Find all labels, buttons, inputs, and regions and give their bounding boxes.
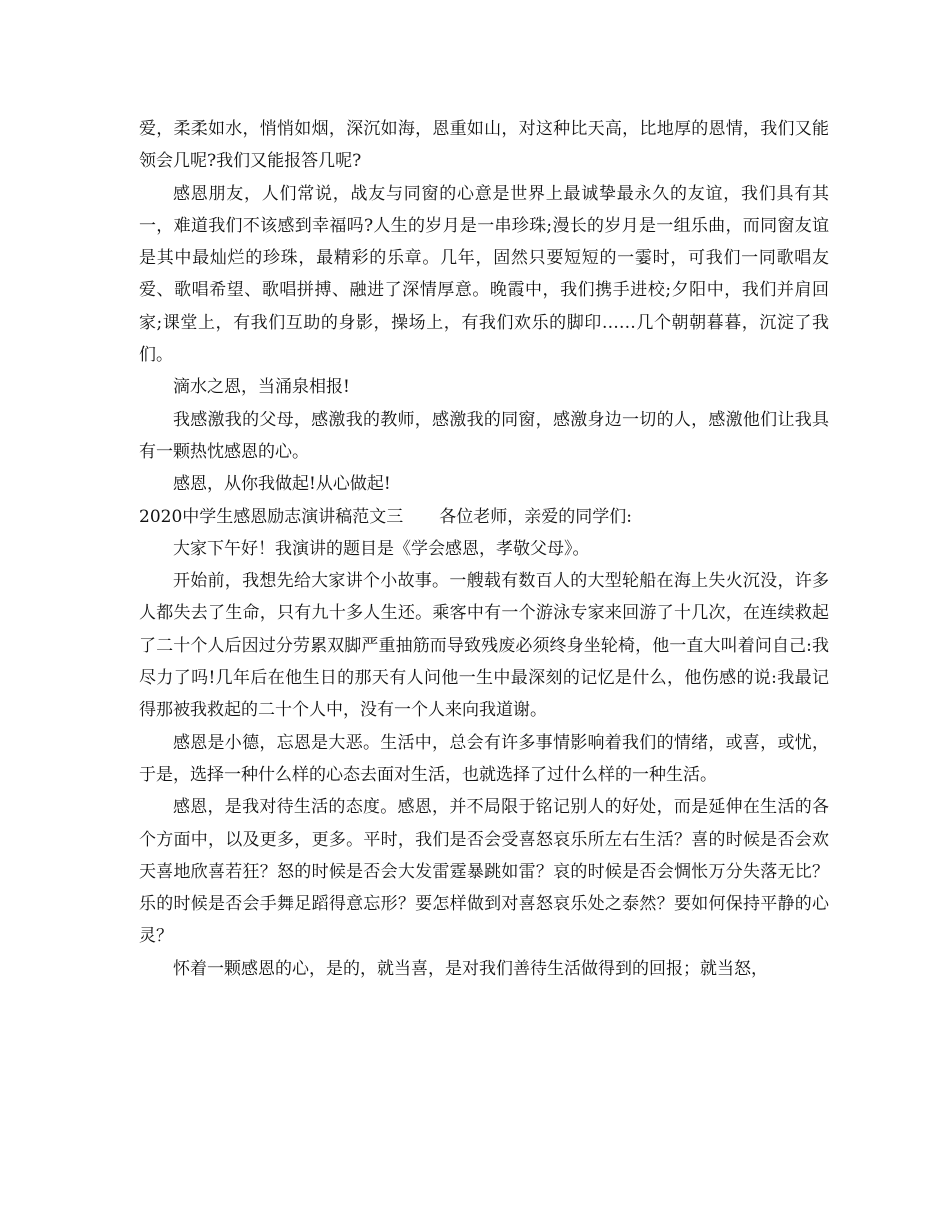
speech-title: 2020中学生感恩励志演讲稿范文三	[139, 506, 404, 527]
paragraph-good-afternoon: 大家下午好！我演讲的题目是《学会感恩，孝敬父母》。	[173, 538, 590, 559]
speech-heading	[139, 501, 829, 533]
speech-greeting: 各位老师，亲爱的同学们:	[439, 506, 632, 527]
paragraph-ship-story: 开始前，我想先给大家讲个小故事。一艘载有数百人的大型轮船在海上失火沉没，许多人都失去了生命，只有九十多人生还。乘客中有一个游泳专家来回游了十几次，在连续救起了二十个人后因过分劳累双脚严重抽筋而导致残废必须终身坐轮椅，他一直大叫着问自己:我尽力了吗!几年后在他生日的那天有人问他一生中最深刻的记忆是什么，他伤感的说:我最记得那被我救起的二十个人中，没有一个人来向我道谢。	[139, 571, 829, 721]
paragraph-love-like-water: 爱，柔柔如水，悄悄如烟，深沉如海，恩重如山，对这种比天高，比地厚的恩情，我们又能领会几呢?我们又能报答几呢?	[139, 119, 829, 172]
paragraph-start-from-heart: 感恩，从你我做起!从心做起!	[173, 474, 391, 495]
document-body	[139, 113, 829, 985]
paragraph-attitude-to-life: 感恩，是我对待生活的态度。感恩，并不局限于铭记别人的好处，而是延伸在生活的各个方面中，以及更多，更多。平时，我们是否会受喜怒哀乐所左右生活？喜的时候是否会欢天喜地欣喜若狂？怒的时候是否会大发雷霆暴跳如雷？哀的时候是否会惆怅万分失落无比？乐的时候是否会手舞足蹈得意忘形？要怎样做到对喜怒哀乐处之泰然？要如何保持平静的心灵？	[139, 797, 829, 947]
paragraph-drop-of-water: 滴水之恩，当涌泉相报!	[173, 377, 350, 398]
paragraph-small-virtue: 感恩是小德，忘恩是大恶。生活中，总会有许多事情影响着我们的情绪，或喜，或忧，于是，选择一种什么样的心态去面对生活，也就选择了过什么样的一种生活。	[139, 732, 829, 785]
paragraph-grateful-heart: 怀着一颗感恩的心，是的，就当喜，是对我们善待生活做得到的回报；就当怒，	[173, 958, 768, 979]
paragraph-thank-friends: 感恩朋友，人们常说，战友与同窗的心意是世界上最诚挚最永久的友谊，我们具有其一，难道我们不该感到幸福吗?人生的岁月是一串珍珠;漫长的岁月是一组乐曲，而同窗友谊是其中最灿烂的珍珠，最精彩的乐章。几年，固然只要短短的一霎时，可我们一同歌唱友爱、歌唱希望、歌唱拼搏、融进了深情厚意。晚霞中，我们携手进校;夕阳中，我们并肩回家;课堂上，有我们互助的身影，操场上，有我们欢乐的脚印……几个朝朝暮暮，沉淀了我们。	[139, 183, 829, 366]
paragraph-gratitude-to-all: 我感激我的父母，感激我的教师，感激我的同窗，感激身边一切的人，感激他们让我具有一颗热忱感恩的心。	[139, 409, 829, 462]
